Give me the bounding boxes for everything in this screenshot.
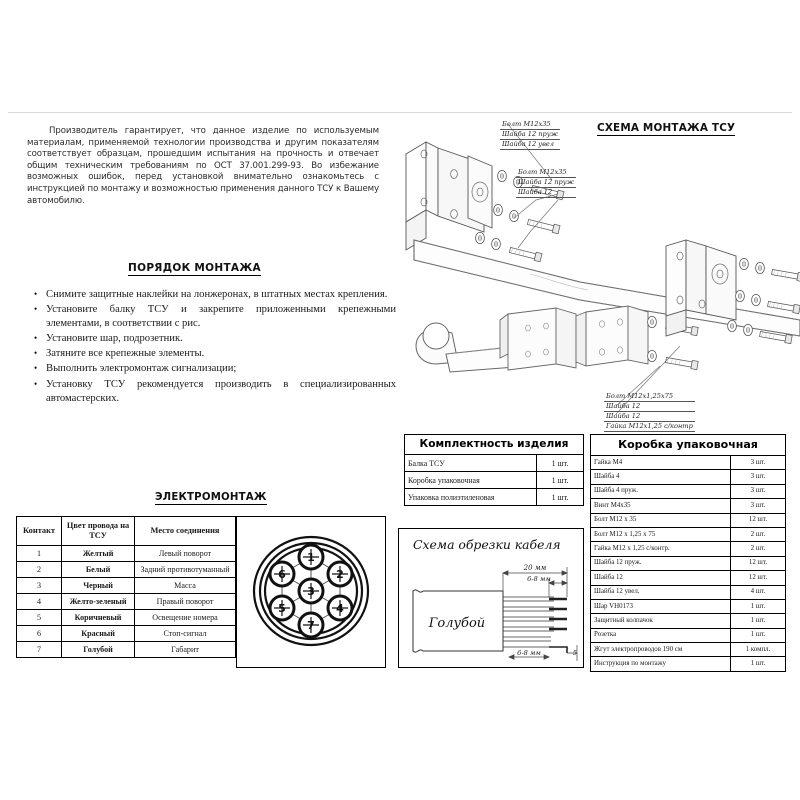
svg-text:6: 6	[278, 568, 286, 581]
header-divider	[8, 112, 792, 113]
callout-line: Шайба 12	[604, 412, 695, 422]
table-row	[17, 626, 236, 642]
table-row	[591, 614, 786, 628]
cell-contact: 7	[17, 642, 62, 658]
cable-color-label: Голубой	[428, 616, 486, 631]
table-row	[591, 556, 786, 570]
kit-table-wrapper	[404, 434, 584, 506]
table-row	[591, 456, 786, 470]
table-row	[17, 578, 236, 594]
cell-qty: 1 шт.	[537, 472, 584, 489]
cell-item: Шайба 4	[591, 470, 731, 484]
callout-line: Шайба 12	[604, 402, 695, 412]
cell-qty: 1 шт.	[731, 614, 786, 628]
list-item: • Выполнить электромонтаж сигнализации;	[46, 362, 396, 376]
cell-qty: 1 шт.	[537, 489, 584, 506]
callout-line: Шайба 12	[516, 188, 576, 198]
cell-contact: 4	[17, 594, 62, 610]
wiring-table	[16, 516, 236, 658]
table-row	[591, 527, 786, 541]
table-row	[405, 489, 584, 506]
callout-line: Болт М12х35	[516, 168, 576, 178]
table-row	[591, 542, 786, 556]
cell-item: Балка ТСУ	[405, 455, 537, 472]
table-row	[591, 499, 786, 513]
cell-place: Правый поворот	[135, 594, 236, 610]
callout-line: Шайба 12 увел	[500, 140, 560, 150]
socket-connector-icon	[237, 517, 385, 667]
cell-color: Красный	[62, 626, 135, 642]
cell-item: Шайба 12	[591, 571, 731, 585]
cell-qty: 3 шт.	[731, 484, 786, 498]
cell-item: Шайба 4 пруж.	[591, 484, 731, 498]
table-row	[17, 546, 236, 562]
wiring-table-wrapper	[16, 516, 236, 658]
cell-qty: 12 шт.	[731, 556, 786, 570]
table-row	[591, 513, 786, 527]
cell-color: Белый	[62, 562, 135, 578]
cell-contact: 1	[17, 546, 62, 562]
cell-color: Черный	[62, 578, 135, 594]
callout-line: Болт М12х35	[500, 120, 560, 130]
svg-text:2: 2	[336, 568, 344, 581]
svg-text:3: 3	[307, 585, 315, 598]
cell-item: Коробка упаковочная	[405, 472, 537, 489]
column-header-connection: Место соединения	[135, 517, 236, 546]
cell-contact: 2	[17, 562, 62, 578]
socket-diagram-box	[236, 516, 386, 668]
cell-item: Шар VH0173	[591, 599, 731, 613]
svg-text:1: 1	[307, 551, 315, 564]
table-row	[591, 585, 786, 599]
packing-box-table-title: Коробка упаковочная	[590, 434, 786, 455]
cell-color: Коричневый	[62, 610, 135, 626]
list-item: • Снимите защитные наклейки на лонжеронах, в штатных местах крепления.	[46, 288, 396, 302]
callout-lower-right	[604, 392, 695, 432]
list-item: • Установите шар, подрозетник.	[46, 332, 396, 346]
cell-color: Желто-зеленый	[62, 594, 135, 610]
svg-text:7: 7	[307, 619, 315, 632]
dim-strip-top-label: 6-8 мм	[527, 575, 551, 583]
cell-item: Гайка М12 х 1,25 с/контр.	[591, 542, 731, 556]
table-row	[591, 571, 786, 585]
column-header-wire-color: Цвет провода на ТСУ	[62, 517, 135, 546]
table-row	[405, 455, 584, 472]
table-row	[17, 642, 236, 658]
svg-text:4: 4	[336, 602, 344, 615]
cell-color: Голубой	[62, 642, 135, 658]
table-row	[591, 643, 786, 657]
cell-qty: 3 шт.	[731, 456, 786, 470]
callout-line: Шайба 12 пруж	[518, 177, 575, 186]
svg-text:5: 5	[278, 602, 286, 615]
cell-item: Защитный колпачок	[591, 614, 731, 628]
cell-qty: 3 шт.	[731, 470, 786, 484]
cell-place: Левый поворот	[135, 546, 236, 562]
column-header-contact: Контакт	[17, 517, 62, 546]
cell-item: Винт М4х35	[591, 499, 731, 513]
cell-qty: 1 шт.	[731, 628, 786, 642]
table-row	[591, 484, 786, 498]
cell-item: Жгут электропроводов 190 см	[591, 643, 731, 657]
cell-qty: 12 шт.	[731, 513, 786, 527]
dim-total-label: 20 мм	[523, 564, 547, 572]
callout-line: Болт М12х1,25х75	[604, 392, 695, 402]
cell-qty: 2 шт.	[731, 527, 786, 541]
cell-item: Упаковка полиэтиленовая	[405, 489, 537, 506]
table-header-row	[17, 517, 236, 546]
cell-item: Шайба 12 увел.	[591, 585, 731, 599]
installation-order-title: ПОРЯДОК МОНТАЖА	[128, 262, 261, 274]
dim-strip-bottom-label: 6-8 мм	[517, 649, 541, 657]
callout-upper-left	[500, 120, 560, 150]
table-row	[17, 594, 236, 610]
cell-qty: 1 шт.	[537, 455, 584, 472]
cell-qty: 12 шт.	[731, 571, 786, 585]
list-item: • Установите балку ТСУ и закрепите приложенными крепежными элементами, в соответствии с рис.	[46, 303, 396, 331]
cell-item: Инструкция по монтажу	[591, 657, 731, 671]
kit-table-title: Комплектность изделия	[404, 434, 584, 454]
cell-qty: 4 шт.	[731, 585, 786, 599]
cell-place: Масса	[135, 578, 236, 594]
installation-steps-list	[28, 288, 396, 407]
table-row	[591, 628, 786, 642]
cell-place: Задний противотуманный	[135, 562, 236, 578]
cell-item: Шайба 12 пруж.	[591, 556, 731, 570]
assembly-drawing	[380, 114, 800, 426]
callout-line: Гайка М12х1,25 с/контр	[606, 421, 693, 430]
cell-qty: 1 шт.	[731, 657, 786, 671]
electrical-section-title: ЭЛЕКТРОМОНТАЖ	[155, 492, 267, 503]
table-row	[591, 657, 786, 671]
table-row	[591, 470, 786, 484]
cell-contact: 3	[17, 578, 62, 594]
cell-contact: 6	[17, 626, 62, 642]
table-row	[405, 472, 584, 489]
cell-item: Болт М12 х 1,25 х 75	[591, 527, 731, 541]
table-row	[17, 562, 236, 578]
scheme-title: СХЕМА МОНТАЖА ТСУ	[597, 122, 736, 134]
cell-qty: 1 шт.	[731, 599, 786, 613]
callout-line: Шайба 12 пруж	[502, 129, 559, 138]
cell-qty: 3 шт.	[731, 499, 786, 513]
list-item: • Установку ТСУ рекомендуется производить в специализированных автомастерских.	[46, 378, 396, 406]
table-row	[591, 599, 786, 613]
cell-item: Гайка М4	[591, 456, 731, 470]
cell-item: Болт М12 х 35	[591, 513, 731, 527]
cell-color: Желтый	[62, 546, 135, 562]
cell-qty: 2 шт.	[731, 542, 786, 556]
callout-upper-right	[516, 168, 576, 198]
cell-place: Габарит	[135, 642, 236, 658]
cell-item: Розетка	[591, 628, 731, 642]
kit-table	[404, 434, 584, 506]
dim-short-label: 5	[572, 649, 578, 657]
cell-place: Стоп-сигнал	[135, 626, 236, 642]
cell-place: Освещение номера	[135, 610, 236, 626]
packing-box-table-wrapper	[590, 434, 786, 672]
table-row	[17, 610, 236, 626]
towbar-assembly-svg	[380, 114, 800, 426]
cell-qty: 1 компл.	[731, 643, 786, 657]
cable-scheme-title: Схема обрезки кабеля	[413, 537, 561, 552]
intro-paragraph: Производитель гарантирует, что данное изделие по используемым материалам, применяемой технологии производства и другим показателям соответствует образцам, прошедшим испытания на прочность и отвечает общим техническим требованиям по ОСТ 37.001.299-93. Во избежание возможных ошибок, перед установкой внимательно ознакомьтесь с инструкцией по монтажу и возможностью применения данного ТСУ к Вашему автомобилю.	[27, 126, 379, 206]
cable-cut-scheme-box	[398, 528, 584, 668]
list-item: • Затяните все крепежные элементы.	[46, 347, 396, 361]
cable-cut-drawing	[399, 557, 583, 667]
packing-box-table	[590, 434, 786, 672]
cell-contact: 5	[17, 610, 62, 626]
